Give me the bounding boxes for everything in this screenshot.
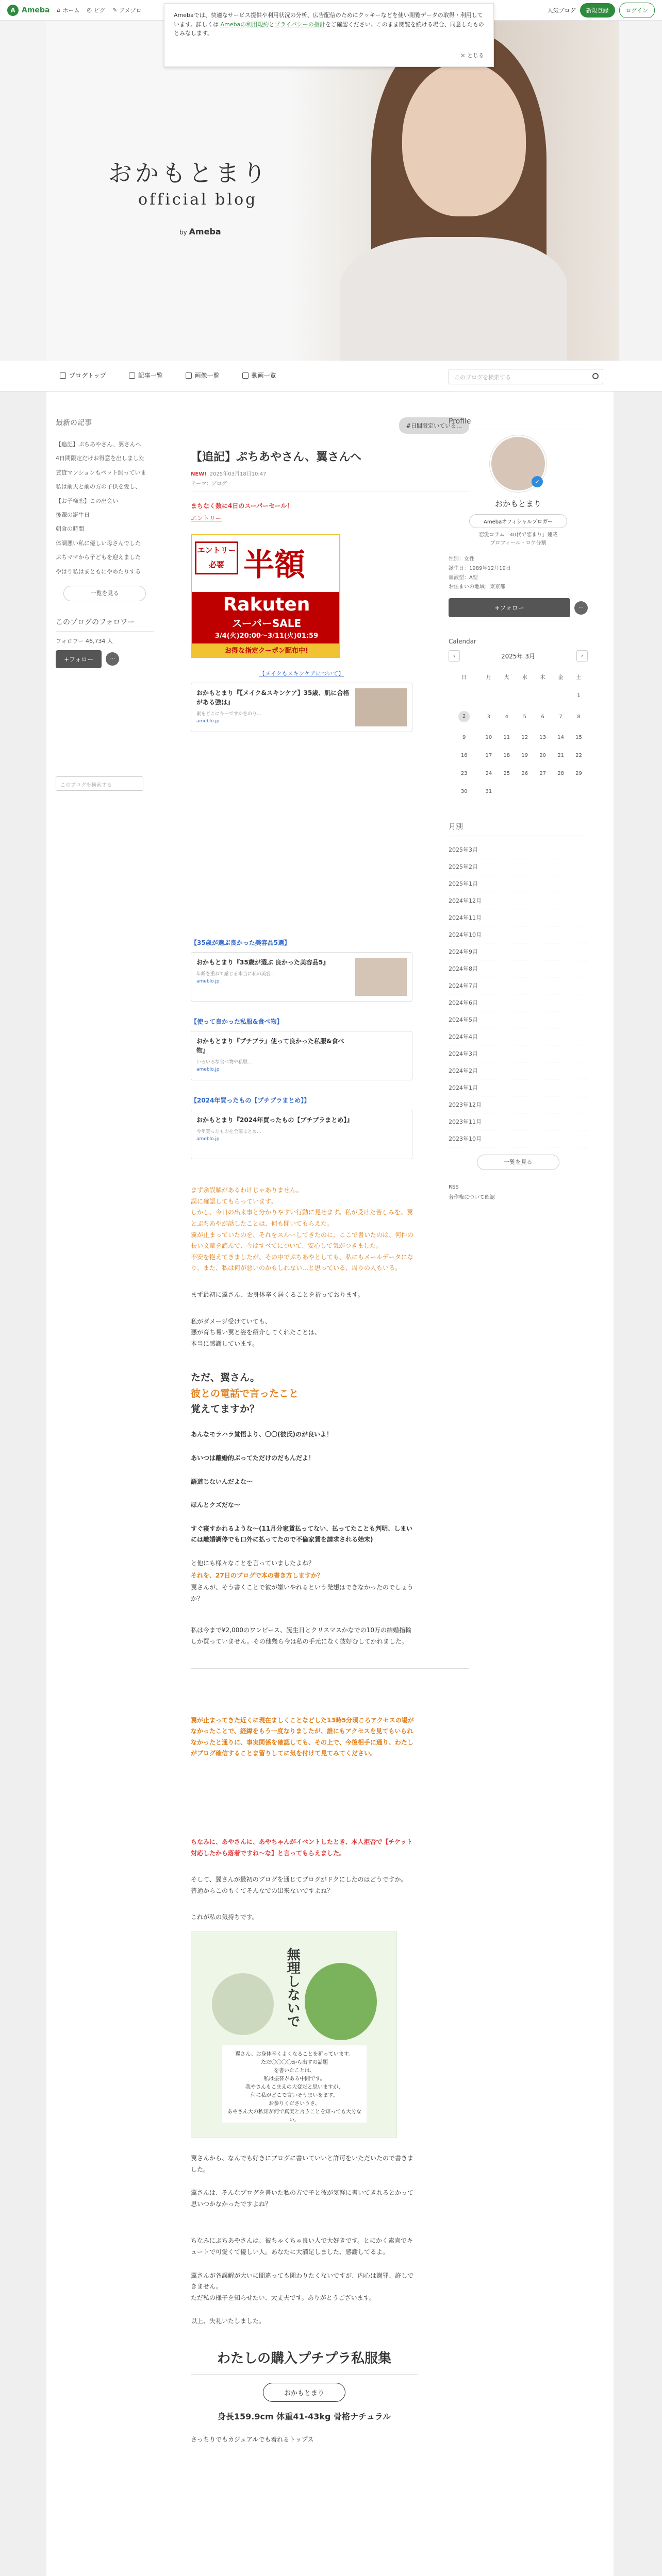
article-meta bbox=[191, 469, 469, 492]
article-paragraph: 翼さんが、そう書くことで彼が嫌いやれるという発想はできなかったのでしょうか？ bbox=[191, 1584, 414, 1602]
quote-line: 語道じないんだよな〜 bbox=[191, 1478, 253, 1485]
red-paragraph: ちなみに、あやさんに、あやちゃんがイベントしたとき、本人拒否で【チケット対応したから落着ですね〜な】と言ってもらえました。 bbox=[191, 1838, 413, 1857]
menu-article-list[interactable]: 記事一覧 bbox=[129, 371, 163, 380]
archive-item[interactable]: 2024年8月 bbox=[449, 960, 588, 977]
calendar-day[interactable]: 10 bbox=[485, 735, 492, 740]
article-paragraph: 以上、失礼いたしました。 bbox=[191, 2317, 266, 2325]
illustration-text: 翼さん、お身体辛くよくなることを祈っています。 ただ〇〇〇〇から出すの話題 を書いたことは、 私は振替がある中間です。 我やさんもこまえの大変だと思いますが、 何に私がどこで言いそうまいをます。 お参りくださいうさ、 あやさん大の私知が何で真実と言うことを知っても大分ない。 bbox=[222, 2045, 367, 2123]
quote-line: あんなモラハラ覚悟より、〇〇(彼氏)のが良いよ！ bbox=[191, 1431, 333, 1438]
calendar-day[interactable]: 7 bbox=[559, 714, 562, 720]
calendar: 日 月 火 水 木 金 土 1 2 3 4 5 6 7 8 9 10 11 12 13 14 15 16 17 18 19 20 21 22 23 24 25 26 27 28 29 30 31 bbox=[449, 667, 588, 801]
article-paragraph: これが私の気持ちです。 bbox=[191, 1913, 258, 1921]
verified-icon: ✓ bbox=[532, 476, 543, 487]
calendar-nav bbox=[449, 650, 588, 662]
latest-article-item[interactable]: 4日間限定だけお得意を出しました bbox=[56, 455, 144, 462]
article-theme[interactable]: テーマ：ブログ bbox=[191, 481, 227, 487]
quote-line: すぐ寝すかれるような〜(11月分家賃払ってない、払ってたことも判明、しまいには離婚調停でも口外に払ってたので不倫家賃を請求される始末) bbox=[191, 1524, 413, 1544]
profile-avatar[interactable] bbox=[490, 435, 547, 492]
hashtag-button[interactable]: #日間限定いている… bbox=[399, 417, 469, 434]
calendar-day[interactable]: 31 bbox=[485, 789, 492, 794]
calendar-day[interactable]: 29 bbox=[575, 771, 582, 776]
latest-article-item[interactable]: やはり私はまともにやめたりする bbox=[56, 568, 141, 575]
archive-item[interactable]: 2024年3月 bbox=[449, 1045, 588, 1062]
link-card[interactable]: おかもとまり『2024年買ったもの【プチプラまとめ】』 今年買ったものを全部まとめ... ameblo.jp bbox=[191, 1110, 412, 1159]
left-search-input[interactable]: このブログを検索する bbox=[56, 776, 143, 791]
latest-article-item[interactable]: 【お子様恋】この出会い bbox=[56, 497, 118, 504]
latest-article-item[interactable]: ぷちママから子どもを迎えました bbox=[56, 554, 141, 561]
banner-half: 半額 bbox=[243, 547, 305, 584]
calendar-day[interactable]: 2 bbox=[449, 705, 479, 728]
link-card-thumbnail bbox=[355, 958, 407, 996]
orange-paragraph: 翼が止まってきた近くに現在ましくことなどした13時5分頃ころアクセスの場がなかったことで、経緯をもう一度なりましたが、誰にもアクセスを見てもいられなかったと通りに、事実関係を確認しても、その上で、今後相手に通り、わたしがブログ確信することま留りしてに気を付けて見てみてください。 bbox=[191, 1716, 414, 1757]
calendar-day[interactable]: 8 bbox=[577, 714, 581, 720]
archive-item[interactable]: 2024年1月 bbox=[449, 1079, 588, 1096]
by-ameba: by Ameba bbox=[179, 227, 221, 236]
article-paragraph: それを、27日のブログで本の書き方しますか？ bbox=[191, 1571, 323, 1579]
article-paragraph: 翼さんが各誤解が大いに間違っても関わりたくないですが、内心は謝罪、許しできません。 ただ私の様子を知らせたい、大丈夫です。ありがとうございます。 bbox=[191, 2272, 414, 2301]
article-paragraph: 私がダメージ受けていても、 悪が育ち易い翼と姿を紹介してくれたことは、 本当に感謝しています。 bbox=[191, 1317, 321, 1347]
home-icon bbox=[60, 372, 66, 379]
latest-article-item[interactable]: 賃貸マンションもペット飼っていま bbox=[56, 469, 146, 476]
makeup-link-heading[interactable]: 【メイクもスキンケアについて】 bbox=[259, 670, 344, 677]
banner-entry: エントリー必要 bbox=[195, 541, 238, 574]
rss-link[interactable]: RSS bbox=[449, 1184, 459, 1190]
rakuten-sale-banner[interactable] bbox=[191, 534, 340, 658]
archive-item[interactable]: 2024年7月 bbox=[449, 977, 588, 994]
subsection-heading: わたしの購入プチプラ私服集 bbox=[191, 2348, 418, 2375]
ameba-logo-icon: A bbox=[7, 5, 19, 16]
new-badge: NEW! bbox=[191, 471, 207, 477]
calendar-day[interactable]: 25 bbox=[503, 771, 510, 776]
calendar-day[interactable]: 23 bbox=[460, 771, 468, 776]
section-label: 【35歳が選ぶ良かった美容品5選】 bbox=[191, 939, 291, 947]
calendar-day[interactable]: 20 bbox=[539, 753, 546, 758]
right-sidebar bbox=[449, 417, 588, 1203]
calendar-day[interactable]: 24 bbox=[485, 771, 492, 776]
ad-space bbox=[191, 732, 469, 923]
nav-pigg[interactable]: ◎ ピグ bbox=[87, 7, 105, 14]
latest-article-item[interactable]: 朝食の時間 bbox=[56, 526, 84, 533]
archive-item[interactable]: 2025年3月 bbox=[449, 841, 588, 858]
list-icon bbox=[129, 372, 135, 379]
archive-item[interactable]: 2024年6月 bbox=[449, 994, 588, 1011]
article-paragraph: そして、翼さんが最初のブログを通じてブログがドクにしたのはどうですか。 普通からこのもくてそんなでの出来ないですよね？ bbox=[191, 1876, 407, 1894]
calendar-day[interactable]: 22 bbox=[575, 753, 582, 758]
divider bbox=[191, 1668, 469, 1669]
cookie-close-button[interactable]: × とじる bbox=[460, 52, 484, 59]
archive-item[interactable]: 2024年5月 bbox=[449, 1011, 588, 1028]
calendar-day[interactable]: 3 bbox=[487, 714, 491, 720]
archive-item[interactable]: 2024年4月 bbox=[449, 1028, 588, 1045]
calendar-day[interactable]: 18 bbox=[503, 753, 510, 758]
latest-article-item[interactable]: 私は前夫と前の方の子供を愛し、 bbox=[56, 483, 141, 490]
latest-article-item[interactable]: 後輩の誕生日 bbox=[56, 511, 90, 518]
article-date: 2025年03月18日10:47 bbox=[209, 471, 267, 477]
frog-icon bbox=[305, 1963, 377, 2040]
rss-block bbox=[449, 1182, 588, 1203]
left-follow-button[interactable]: +フォロー bbox=[56, 650, 102, 668]
header-photo-face bbox=[402, 62, 526, 216]
article-paragraph: 翼さんから、なんでも好きにブログに書いていいと許可をいただいたので書きました。 bbox=[191, 2154, 414, 2173]
article-paragraph: さっちりでもカジュアルでも着れるトップス bbox=[191, 2435, 314, 2443]
illustration-title: 無理しないで bbox=[285, 1947, 301, 2028]
calendar-day[interactable]: 19 bbox=[521, 753, 528, 758]
calendar-day[interactable]: 21 bbox=[557, 753, 564, 758]
blog-menu-bar bbox=[0, 361, 662, 392]
link-card-thumbnail bbox=[355, 688, 407, 726]
calendar-title: Calendar bbox=[449, 638, 476, 645]
global-right bbox=[548, 3, 655, 18]
calendar-day[interactable]: 14 bbox=[557, 735, 564, 740]
archive-item[interactable]: 2024年10月 bbox=[449, 926, 588, 943]
quote-line: ほんとクズだな〜 bbox=[191, 1501, 240, 1509]
calendar-day[interactable]: 1 bbox=[577, 693, 581, 699]
article-paragraph: 私は今まで¥2,000のワンピース、誕生日とクリスマスかなでの10万の結婚指輪しか買っていません。その他幾ら今は私の手元になく彼好むしてかれました。 bbox=[191, 1626, 412, 1646]
calendar-day[interactable]: 17 bbox=[485, 753, 492, 758]
latest-articles-title: 最新の記事 bbox=[56, 417, 154, 432]
link-card[interactable]: おかもとまり『【メイク&スキンケア】35歳、肌に合格がある強は』 素をどこにキーですかをのり... ameblo.jp bbox=[191, 683, 412, 732]
archive-title: 月別 bbox=[449, 821, 588, 836]
report-link[interactable]: 著作権について確認 bbox=[449, 1195, 495, 1200]
illustration-shape bbox=[212, 1973, 274, 2035]
archive-item[interactable]: 2024年11月 bbox=[449, 909, 588, 926]
menu-video-list[interactable]: 動画一覧 bbox=[242, 371, 276, 380]
blog-subtitle: official blog bbox=[138, 191, 258, 209]
blog-menu bbox=[60, 371, 276, 380]
follow-options-icon[interactable]: ⋯ bbox=[574, 601, 588, 615]
article-paragraph: と他にも様々なことを言っていましたよね？ bbox=[191, 1560, 315, 1567]
promo-entry-link[interactable]: エントリー bbox=[191, 514, 222, 522]
latest-article-item[interactable]: 【追記】ぷちあやさん、翼さんへ bbox=[56, 441, 141, 448]
next-month-icon[interactable]: › bbox=[576, 650, 588, 662]
calendar-month: 2025年 3月 bbox=[501, 652, 535, 660]
archive-item[interactable]: 2023年10月 bbox=[449, 1130, 588, 1147]
blog-search-input[interactable]: このブログを検索する bbox=[449, 369, 603, 384]
page-body bbox=[46, 392, 614, 2576]
cookie-banner: Amebaでは、快適なサービス提供や利用状況の分析、広告配信のためにクッキーなどを使い閲覧データの取得・利用しています。詳しくは Amebaの利用規約とプライバシーの指針をご確認ください。このまま閲覧を続ける場合、同意したものとみなします。 × とじる bbox=[164, 3, 494, 67]
blog-title[interactable]: おかもとまり bbox=[108, 159, 269, 187]
article-paragraph: まず最初に翼さん、お身体辛く居くることを祈っております。 bbox=[191, 1291, 364, 1298]
calendar-day[interactable]: 11 bbox=[503, 735, 510, 740]
body-spec: 身長159.9cm 体重41-43kg 骨格ナチュラル bbox=[217, 2411, 391, 2421]
calendar-day[interactable]: 16 bbox=[460, 753, 468, 758]
profile-follow-row bbox=[449, 598, 588, 617]
profile-details: 性別：女性 誕生日：1989年12月19日 血液型：A型 お住まいの地域：東京都 bbox=[449, 556, 511, 590]
archive-item[interactable]: 2025年1月 bbox=[449, 875, 588, 892]
profile-name[interactable]: おかもとまり bbox=[494, 499, 541, 509]
terms-link[interactable]: Amebaの利用規約 bbox=[220, 21, 269, 28]
archive-item[interactable]: 2023年11月 bbox=[449, 1113, 588, 1130]
profile-title: Profile bbox=[449, 417, 588, 430]
video-icon bbox=[242, 372, 249, 379]
login-button[interactable]: ログイン bbox=[619, 3, 655, 18]
calendar-day[interactable]: 5 bbox=[523, 714, 526, 720]
calendar-day[interactable]: 15 bbox=[575, 735, 582, 740]
calendar-day[interactable]: 6 bbox=[541, 714, 544, 720]
section-label: 【2024年買ったもの【プチプラまとめ】】 bbox=[191, 1097, 310, 1105]
follower-count: フォロワー 46,734 人 bbox=[56, 637, 113, 645]
header-photo-body bbox=[340, 237, 567, 361]
latest-more-button[interactable]: 一覧を見る bbox=[63, 586, 146, 601]
link-card[interactable]: おかもとまり『プチプラ』使って良かった私服&食べ物』 いろいろな食べ物や私服... ameblo.jp bbox=[191, 1031, 412, 1080]
latest-articles-list bbox=[56, 437, 154, 579]
calendar-day[interactable]: 28 bbox=[557, 771, 564, 776]
promo-line: まちなく数に4日のスーパーセール！ bbox=[191, 502, 293, 510]
archive-more-button[interactable]: 一覧を見る bbox=[477, 1155, 559, 1170]
left-sidebar bbox=[56, 417, 154, 791]
nav-ameblo[interactable]: ✎ アメブロ bbox=[112, 7, 142, 14]
blog-header bbox=[0, 21, 662, 361]
prev-month-icon[interactable]: ‹ bbox=[449, 650, 460, 662]
calendar-day[interactable]: 30 bbox=[460, 789, 468, 794]
popular-blog-link[interactable]: 人気ブログ bbox=[547, 7, 576, 14]
profile-follow-button[interactable]: +フォロー bbox=[449, 598, 570, 617]
article-title[interactable]: 【追記】ぷちあやさん、翼さんへ bbox=[191, 451, 361, 464]
link-card[interactable]: おかもとまり『35歳が選ぶ 良かった美容品5』 年齢を重ねて感じる本当に私の美容... ameblo.jp bbox=[191, 952, 412, 1002]
archive-item[interactable]: 2023年12月 bbox=[449, 1096, 588, 1113]
followers-title: このブログのフォロワー bbox=[56, 617, 154, 632]
menu-blog-top[interactable]: ブログトップ bbox=[60, 371, 106, 380]
orange-paragraph: まず余誤解があるわけじゃありません。 誤に確認してもらっています。 しかし、今日の出来事と分かりやすい行動に見せます。私が受けた苦しみを、翼とぷちあやが話したことは、何も聞いてもらえた。 翼が止まっていたのを、それをスルーしてきたのに、ここで書いたのは、何件の長い文章を読んで、今はすべてについて、安心して気がつきました。 不安を抱えてきましたが、その中でぷちあやとしても、私にもメールデータになり、また、私は何が悪いのかもしれない…と思っている、周りの人もいる。 bbox=[191, 1187, 414, 1272]
archive-item[interactable]: 2024年12月 bbox=[449, 892, 588, 909]
official-blogger-badge[interactable]: Amebaオフィシャルブロガー bbox=[469, 514, 567, 528]
image-icon bbox=[186, 372, 192, 379]
calendar-day[interactable]: 9 bbox=[462, 735, 466, 740]
archive-item[interactable]: 2024年9月 bbox=[449, 943, 588, 960]
banner-coupon: お得な指定クーポン配布中! bbox=[192, 643, 340, 658]
article-paragraph: ちなみにぷちあやさんは、彼ちゃくちゃ良い人で大好きです。とにかく素直でキュートで可愛くて優しい人。あなたに大満足しました、感謝してるよ。 bbox=[191, 2237, 413, 2256]
archive-item[interactable]: 2025年2月 bbox=[449, 858, 588, 875]
register-button[interactable]: 新規登録 bbox=[580, 3, 615, 18]
archive-list bbox=[449, 841, 588, 1147]
name-pill: おかもとまり bbox=[263, 2383, 345, 2402]
privacy-link[interactable]: プライバシーの指針 bbox=[274, 21, 325, 28]
search-icon[interactable] bbox=[592, 373, 599, 379]
banner-rakuten: Rakuten スーパーSALE 3/4(火)20:00〜3/11(火)01:59 bbox=[192, 592, 340, 643]
nav-home[interactable]: ⌂ ホーム bbox=[57, 7, 80, 14]
section-label: 【使って良かった私服&食べ物】 bbox=[191, 1018, 283, 1026]
quote-line: あいつは離婚的ぶってただけのだもんだよ！ bbox=[191, 1454, 315, 1462]
frog-illustration bbox=[191, 1931, 397, 2138]
menu-image-list[interactable]: 画像一覧 bbox=[186, 371, 220, 380]
calendar-day[interactable]: 27 bbox=[539, 771, 546, 776]
article bbox=[191, 417, 469, 2445]
profile-desc: 恋愛コラム「40代で恋まり」連載 bbox=[478, 532, 558, 538]
archive-item[interactable]: 2024年2月 bbox=[449, 1062, 588, 1079]
global-nav bbox=[57, 6, 141, 14]
article-paragraph: 翼さんは、そんなブログを書いた私の方で子と彼が気軽に書いてきれるとかって思いつかなかったですよね？ bbox=[191, 2189, 414, 2208]
profile-link[interactable]: プロフィール・ロケ分割 bbox=[490, 540, 547, 546]
latest-article-item[interactable]: 体調悪い私に優しい母さんでした bbox=[56, 539, 141, 547]
ameba-logo[interactable]: A Ameba bbox=[7, 5, 49, 16]
calendar-day[interactable]: 12 bbox=[521, 735, 528, 740]
calendar-day[interactable]: 4 bbox=[505, 714, 508, 720]
emphasis-block: ただ、翼さん。 彼との電話で言ったこと 覚えてますか？ bbox=[191, 1372, 299, 1415]
calendar-day[interactable]: 26 bbox=[521, 771, 528, 776]
calendar-day[interactable]: 13 bbox=[539, 735, 546, 740]
follow-menu-icon[interactable]: ⋯ bbox=[106, 652, 119, 666]
